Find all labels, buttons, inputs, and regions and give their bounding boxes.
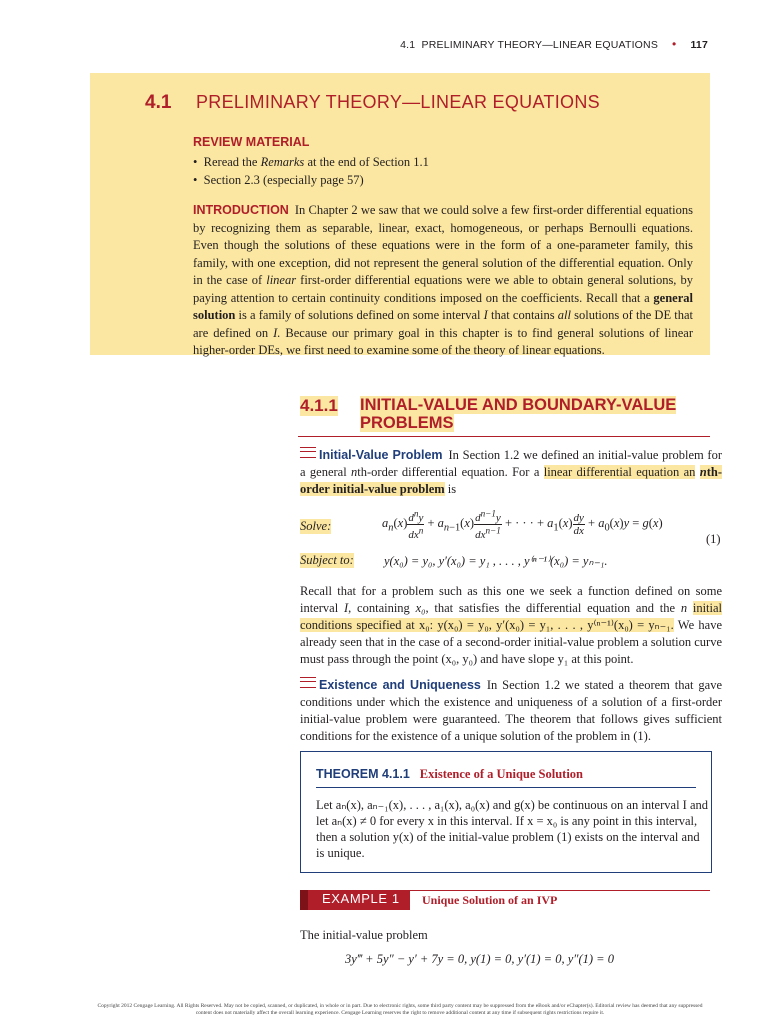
review-item-2: • Section 2.3 (especially page 57) (193, 173, 364, 187)
theorem-title (316, 767, 583, 782)
subsection-rule (298, 436, 710, 437)
existence-run-in-head: Existence and Uniqueness (319, 678, 481, 692)
section-title: PRELIMINARY THEORY—LINEAR EQUATIONS (196, 92, 600, 112)
example-equation: 3y‴ + 5y″ − y′ + 7y = 0, y(1) = 0, y′(1) = 0, y″(1) = 0 (345, 952, 614, 966)
running-head (400, 37, 708, 51)
page-number: 117 (690, 39, 708, 51)
theorem-rule (316, 787, 696, 788)
example-label: EXAMPLE 1 (322, 891, 400, 906)
introduction-label: INTRODUCTION (193, 203, 289, 217)
running-head-title: PRELIMINARY THEORY—LINEAR EQUATIONS (421, 39, 659, 51)
example-intro: The initial-value problem (300, 928, 428, 942)
running-head-section: 4.1 (400, 39, 416, 51)
subject-to-label: Subject to: (300, 553, 354, 567)
subsection-number: 4.1.1 (300, 396, 338, 415)
subsection-title: INITIAL-VALUE AND BOUNDARY-VALUE PROBLEMS (360, 396, 677, 432)
ivp-run-in-head: Initial-Value Problem (319, 448, 443, 462)
ode-equation: $a_n(x)$ $\frac{d^ny}{dx^n}$ + $a_{n-1}(x)$ $\frac{d^{n-1}y}{dx^{n-1}}$ + · · · + $a_1(x)$ $\frac{dy}{dx}$ + $a_0(x)y = g(x)$ (382, 508, 663, 542)
section-lines-icon (300, 447, 316, 458)
review-heading: REVIEW MATERIAL (193, 135, 310, 149)
section-lines-icon (300, 677, 316, 688)
copyright-footer: Copyright 2012 Cengage Learning. All Rights Reserved. May not be copied, scanned, or duplicated, in whole or in part. Due to electronic rights, some third party content may be suppressed from the eBook and/or eChapter(s). Editorial review has deemed that any suppressed content does not materially affect the overall learning experience. Cengage Learning reserves the right to remove additional content at any time if subsequent rights restrictions require it. (97, 1003, 703, 1016)
introduction-paragraph: INTRODUCTION In Chapter 2 we saw that we could solve a few first-order differential equations by recognizing them as separable, linear, exact, homogeneous, or perhaps Bernoulli equations. Even though the solutions of these equations were in the form of a one-parameter family, this family, with one exception, did not represent the general solution of the differential equation. Only in the case of linear first-order differential equations were we able to obtain general solutions, by paying attention to certain continuity conditions imposed on the coefficients. Recall that a general solution is a family of solutions defined on some interval I that contains all solutions of the DE that are defined on I. Because our primary goal in this chapter is to find general solutions of linear higher-order DEs, we first need to examine some of the theory of linear equations. (193, 203, 694, 357)
running-head-bullet: • (672, 37, 677, 51)
theorem-label: THEOREM 4.1.1 (316, 767, 410, 781)
example-title: Unique Solution of an IVP (422, 893, 558, 907)
solve-label: Solve: (300, 519, 332, 533)
ivp-paragraph: Initial-Value Problem In Section 1.2 we defined an initial-value problem for a general nth-order differential equation. For a linear differential equation an nth-order initial-value problem is (300, 448, 723, 496)
section-number: 4.1 (145, 92, 172, 113)
equation-number: (1) (706, 532, 721, 546)
theorem-body: Let aₙ(x), aₙ₋₁(x), . . . , a₁(x), a₀(x) and g(x) be continuous on an interval I and let aₙ(x) ≠ 0 for every x in this interval. If x = x₀ is any point in this interval, then a solution y(x) of the initial-value problem (1) exists on the interval and is unique. (316, 798, 708, 860)
bullet-icon: • (193, 173, 204, 187)
theorem-name: Existence of a Unique Solution (419, 767, 583, 781)
existence-paragraph: Existence and Uniqueness In Section 1.2 we stated a theorem that gave conditions under which the existence and uniqueness of a solution of a first-order initial-value problem were guaranteed. The theorem that follows gives sufficient conditions for the existence of a unique solution of the problem in (1). (300, 678, 722, 743)
bullet-icon: • (193, 155, 204, 169)
recall-paragraph: Recall that for a problem such as this one we seek a function defined on some interval I, containing x₀, that satisfies the differential equation and the n initial conditions specified at x₀: y(x₀) = y₀, y′(x₀) = y₁, . . . , y⁽ⁿ⁻¹⁾(x₀) = yₙ₋₁. We have already seen that in the case of a second-order initial-value problem a solution curve must pass through the point (x₀, y₀) and have slope y₁ at this point. (300, 584, 723, 666)
initial-conditions: y(x₀) = y₀, y′(x₀) = y₁ , . . . , y⁽ⁿ⁻¹⁾(x₀) = yₙ₋₁. (384, 554, 608, 568)
review-item-1: • Reread the Remarks at the end of Section 1.1 (193, 155, 429, 169)
